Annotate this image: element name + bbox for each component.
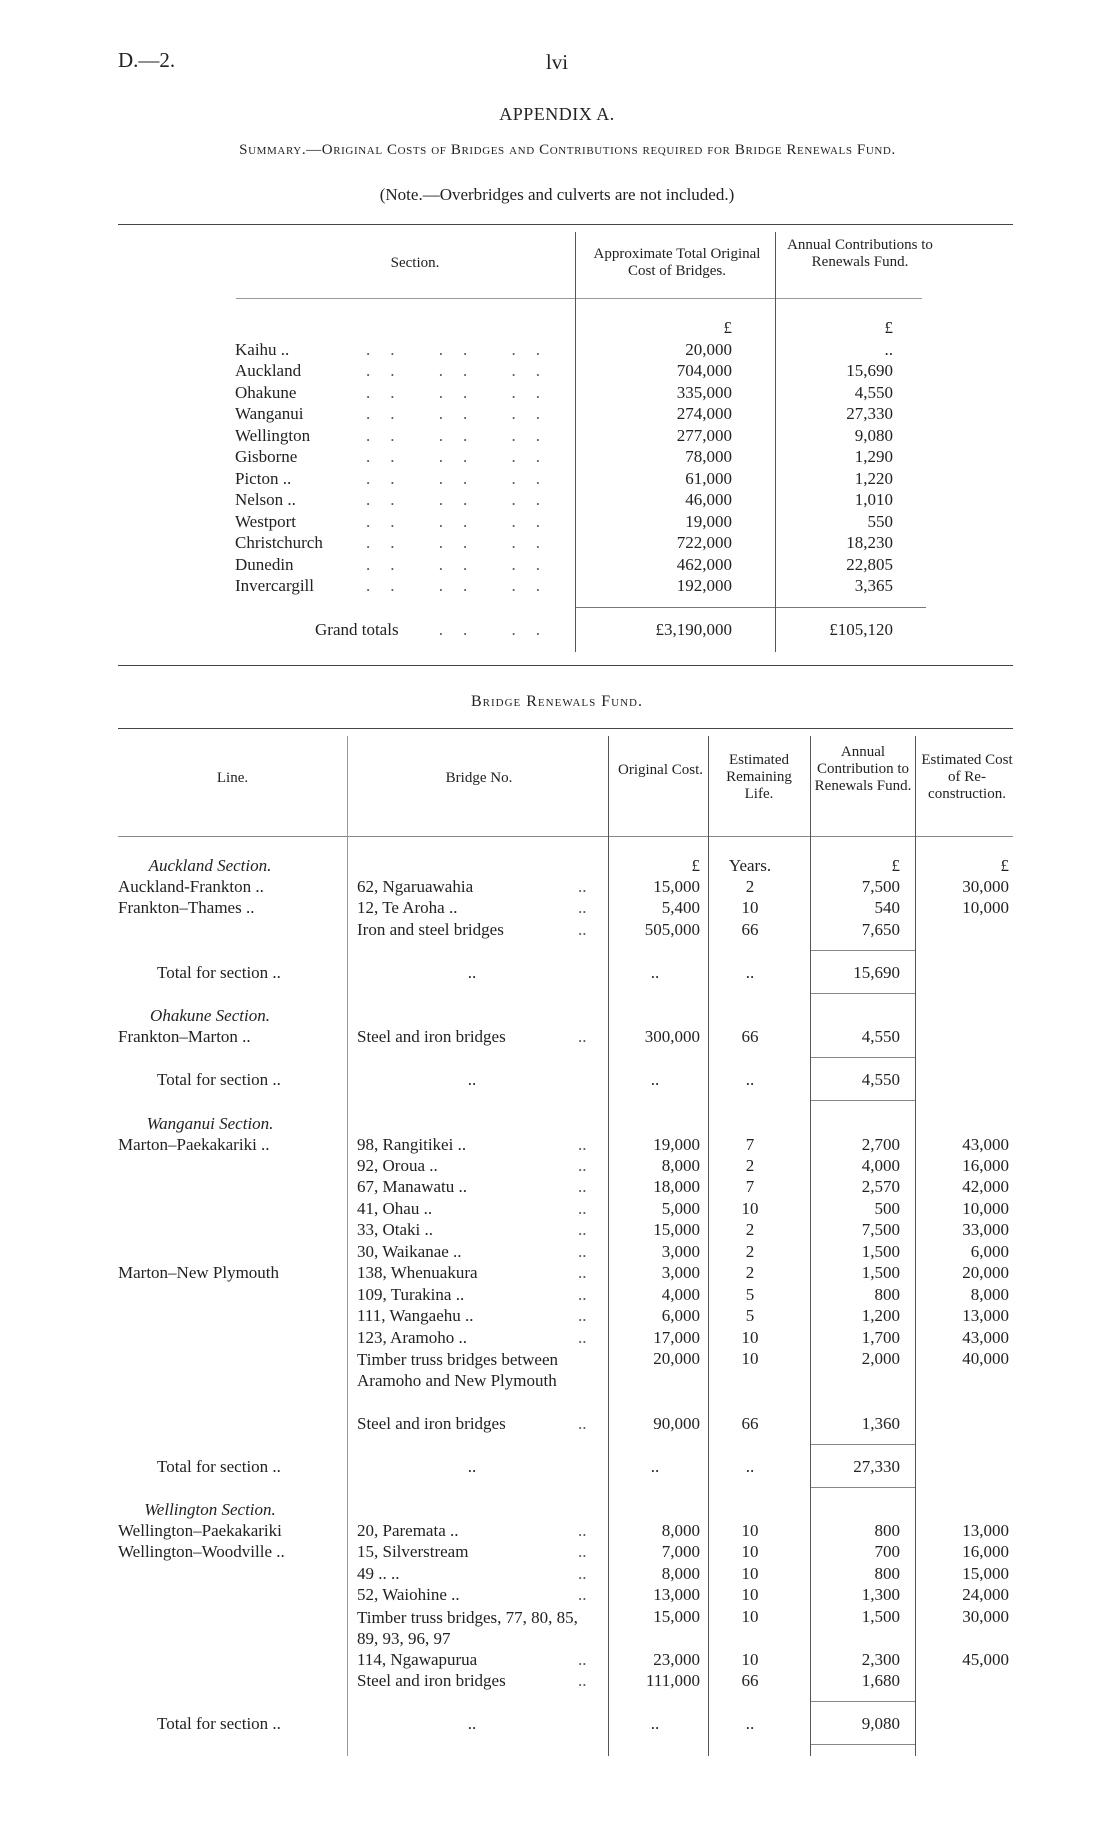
- table-rule: [236, 298, 922, 299]
- orig-cell: 6,000: [661, 1306, 700, 1325]
- ann-cell: 2,300: [861, 1650, 900, 1669]
- section-heading-row: [0, 856, 1114, 877]
- life-cell: 5: [745, 1306, 755, 1325]
- bridge-cell: 92, Oroua ..: [357, 1156, 438, 1175]
- leader-dots: ..: [578, 1328, 587, 1347]
- contrib-cell: 1,010: [854, 490, 893, 509]
- line-name: Marton–Paekakariki ..: [118, 1135, 270, 1154]
- section-name: Auckland: [235, 361, 302, 380]
- leader-dots: .. .. ..: [366, 555, 560, 574]
- est-cell: 20,000: [962, 1263, 1009, 1282]
- cost-cell: 19,000: [685, 512, 732, 531]
- leader-dots: .. .. ..: [366, 469, 560, 488]
- life-cell: 66: [741, 1027, 759, 1046]
- header-bridge-no: Bridge No.: [445, 770, 513, 786]
- life-cell: 2: [745, 877, 755, 896]
- section-total-row: [0, 1714, 1114, 1735]
- table-row: [0, 1199, 1114, 1220]
- section-total-row: [0, 963, 1114, 984]
- section-name: Wanganui: [235, 404, 304, 423]
- est-cell: 42,000: [962, 1177, 1009, 1196]
- cost-cell: 462,000: [676, 555, 732, 574]
- ann-cell: 7,650: [861, 920, 900, 939]
- summary-row: [0, 576, 1114, 597]
- sum-rule: [811, 1100, 915, 1101]
- line-name: Marton–New Plymouth: [118, 1263, 280, 1282]
- table-rule: [118, 665, 1013, 666]
- ann-cell: 800: [874, 1521, 900, 1540]
- leader-dots: ..: [578, 1199, 587, 1218]
- est-cell: 10,000: [962, 898, 1009, 917]
- summary-row: [0, 404, 1114, 425]
- leader-dots: ..: [578, 1177, 587, 1196]
- orig-cell: 5,400: [661, 898, 700, 917]
- cost-cell: 335,000: [676, 383, 732, 402]
- section-name: Ohakune: [235, 383, 297, 402]
- orig-cell: 18,000: [653, 1177, 700, 1196]
- summary-row: [0, 447, 1114, 468]
- contrib-cell: 1,290: [854, 447, 893, 466]
- table-row: [0, 1328, 1114, 1349]
- ann-cell: 500: [874, 1199, 900, 1218]
- orig-cell: 23,000: [653, 1650, 700, 1669]
- ann-cell: 800: [874, 1564, 900, 1583]
- orig-cell: 3,000: [661, 1242, 700, 1261]
- orig-cell: 3,000: [661, 1263, 700, 1282]
- line-name: Frankton–Marton ..: [118, 1027, 251, 1046]
- document-reference: D.—2.: [118, 48, 176, 72]
- total-ann: 15,690: [853, 963, 900, 982]
- bridge-cell: 114, Ngawapurua: [357, 1650, 478, 1669]
- ann-cell: 2,570: [861, 1177, 900, 1196]
- est-cell: 13,000: [962, 1521, 1009, 1540]
- empty-cell: ..: [650, 963, 660, 982]
- table-row: [0, 898, 1114, 919]
- header-annual-contribution: Annual Contribution to Renewals Fund.: [814, 744, 912, 794]
- table-row: [0, 1671, 1114, 1692]
- table-row: [0, 920, 1114, 941]
- table-row: [0, 1542, 1114, 1563]
- ann-cell: 700: [874, 1542, 900, 1561]
- sum-rule: [811, 1444, 915, 1445]
- leader-dots: .. .. ..: [366, 533, 560, 552]
- sum-rule: [811, 1487, 915, 1488]
- summary-row: [0, 490, 1114, 511]
- life-cell: 2: [745, 1242, 755, 1261]
- unit-orig: £: [691, 856, 700, 875]
- empty-cell: ..: [745, 1714, 755, 1733]
- ann-cell: 4,000: [861, 1156, 900, 1175]
- empty-cell: ..: [745, 1070, 755, 1089]
- table-row: [0, 1564, 1114, 1585]
- life-cell: 2: [745, 1263, 755, 1282]
- unit-est: £: [1000, 856, 1009, 875]
- section-name: Nelson ..: [235, 490, 296, 509]
- cost-cell: 192,000: [676, 576, 732, 595]
- est-cell: 43,000: [962, 1135, 1009, 1154]
- empty-cell: ..: [745, 1457, 755, 1476]
- life-cell: 10: [741, 1199, 759, 1218]
- appendix-title: APPENDIX A.: [499, 104, 615, 124]
- ann-cell: 540: [874, 898, 900, 917]
- table-row: [0, 1521, 1114, 1542]
- bridge-cell: 52, Waiohine ..: [357, 1585, 460, 1604]
- bridge-cell: 20, Paremata ..: [357, 1521, 459, 1540]
- total-label: Total for section ..: [157, 1457, 281, 1476]
- orig-cell: 8,000: [661, 1564, 700, 1583]
- leader-dots: ..: [578, 877, 587, 896]
- table-row: [0, 1220, 1114, 1241]
- cost-cell: 46,000: [685, 490, 732, 509]
- section-total-row: [0, 1070, 1114, 1091]
- total-ann: 4,550: [861, 1070, 900, 1089]
- sum-rule: [811, 1744, 915, 1745]
- ann-cell: 1,500: [861, 1263, 900, 1282]
- bridge-cell: Steel and iron bridges: [357, 1414, 506, 1433]
- total-ann: 27,330: [853, 1457, 900, 1476]
- life-cell: 2: [745, 1220, 755, 1239]
- section-name: Picton ..: [235, 469, 292, 488]
- ann-cell: 7,500: [861, 877, 900, 896]
- header-section: Section.: [390, 255, 440, 271]
- line-name: Frankton–Thames ..: [118, 898, 255, 917]
- leader-dots: ..: [578, 1027, 587, 1046]
- contrib-cell: 550: [867, 512, 893, 531]
- leader-dots: ..: [578, 1542, 587, 1561]
- table-rule: [118, 836, 1013, 837]
- leader-dots: ..: [578, 1135, 587, 1154]
- est-cell: 45,000: [962, 1650, 1009, 1669]
- empty-cell: ..: [467, 1070, 477, 1089]
- bridge-cell: 41, Ohau ..: [357, 1199, 433, 1218]
- bridge-cell: 67, Manawatu ..: [357, 1177, 468, 1196]
- orig-cell: 111,000: [646, 1671, 700, 1690]
- leader-dots: .. .. ..: [366, 447, 560, 466]
- table-row: [0, 1349, 1114, 1413]
- leader-dots: ..: [578, 1521, 587, 1540]
- contrib-cell: 22,805: [846, 555, 893, 574]
- line-name: Wellington–Paekakariki: [118, 1521, 282, 1540]
- table-row: [0, 1607, 1114, 1650]
- bridge-cell: Timber truss bridges between Aramoho and New Plymouth: [357, 1350, 558, 1390]
- fund-title: Bridge Renewals Fund.: [470, 693, 643, 710]
- contrib-cell: 15,690: [846, 361, 893, 380]
- orig-cell: 7,000: [661, 1542, 700, 1561]
- section-name: Wellington: [235, 426, 311, 445]
- total-label: Total for section ..: [157, 1714, 281, 1733]
- contrib-cell: 4,550: [854, 383, 893, 402]
- orig-cell: 20,000: [653, 1349, 700, 1368]
- summary-row: [0, 426, 1114, 447]
- section-title: Wanganui Section.: [146, 1114, 274, 1133]
- ann-cell: 1,300: [861, 1585, 900, 1604]
- total-ann: 9,080: [861, 1714, 900, 1733]
- ann-cell: 1,500: [861, 1242, 900, 1261]
- table-row: [0, 877, 1114, 898]
- bridge-cell: 33, Otaki ..: [357, 1220, 434, 1239]
- orig-cell: 15,000: [653, 877, 700, 896]
- ann-cell: 4,550: [861, 1027, 900, 1046]
- table-row: [0, 1177, 1114, 1198]
- est-cell: 30,000: [962, 877, 1009, 896]
- grand-totals-row: [0, 620, 1114, 641]
- empty-cell: ..: [650, 1070, 660, 1089]
- table-row: [0, 1135, 1114, 1156]
- empty-cell: ..: [745, 963, 755, 982]
- table-row: [0, 1242, 1114, 1263]
- life-cell: 10: [741, 1585, 759, 1604]
- empty-cell: ..: [650, 1714, 660, 1733]
- summary-row: [0, 340, 1114, 361]
- orig-cell: 505,000: [644, 920, 700, 939]
- orig-cell: 5,000: [661, 1199, 700, 1218]
- column-rule: [775, 232, 776, 300]
- column-rule: [575, 232, 576, 300]
- orig-cell: 13,000: [653, 1585, 700, 1604]
- life-cell: 66: [741, 1671, 759, 1690]
- orig-cell: 19,000: [653, 1135, 700, 1154]
- bridge-cell: Timber truss bridges, 77, 80, 85, 89, 93, 96, 97: [357, 1608, 578, 1648]
- section-name: Kaihu ..: [235, 340, 290, 359]
- grand-total-contrib: £105,120: [829, 620, 893, 639]
- life-cell: 10: [741, 1564, 759, 1583]
- section-heading-row: [0, 1114, 1114, 1135]
- empty-cell: ..: [467, 1457, 477, 1476]
- cost-cell: 704,000: [676, 361, 732, 380]
- units-row: [0, 318, 1114, 339]
- sum-rule: [811, 1701, 915, 1702]
- table-row: [0, 1585, 1114, 1606]
- header-remaining-life: Estimated Remaining Life.: [726, 752, 792, 802]
- section-total-row: [0, 1457, 1114, 1478]
- leader-dots: ..: [578, 1285, 587, 1304]
- sum-rule: [811, 1057, 915, 1058]
- bridge-cell: Steel and iron bridges: [357, 1671, 506, 1690]
- leader-dots: ..: [578, 1156, 587, 1175]
- life-cell: 7: [745, 1177, 755, 1196]
- total-label: Total for section ..: [157, 963, 281, 982]
- bridge-cell: Iron and steel bridges: [357, 920, 504, 939]
- bridge-cell: Steel and iron bridges: [357, 1027, 506, 1046]
- table-row: [0, 1414, 1114, 1435]
- bridge-cell: 30, Waikanae ..: [357, 1242, 462, 1261]
- contrib-cell: 9,080: [854, 426, 893, 445]
- section-heading-row: [0, 1006, 1114, 1027]
- table-row: [0, 1027, 1114, 1048]
- empty-cell: ..: [467, 963, 477, 982]
- sum-rule: [811, 993, 915, 994]
- table-row: [0, 1263, 1114, 1284]
- header-line: Line.: [216, 770, 249, 786]
- unit-contrib: £: [884, 318, 893, 337]
- unit-ann: £: [891, 856, 900, 875]
- leader-dots: ..: [578, 1414, 587, 1433]
- ann-cell: 7,500: [861, 1220, 900, 1239]
- page-number: lvi: [545, 50, 569, 74]
- section-title: Wellington Section.: [144, 1500, 276, 1519]
- ann-cell: 1,680: [861, 1671, 900, 1690]
- leader-dots: .. .. ..: [366, 512, 560, 531]
- section-name: Christchurch: [235, 533, 323, 552]
- table-row: [0, 1650, 1114, 1671]
- life-cell: 10: [741, 1328, 759, 1347]
- life-cell: 5: [745, 1285, 755, 1304]
- header-cost: Approximate Total Original Cost of Bridges.: [593, 246, 761, 279]
- cost-cell: 274,000: [676, 404, 732, 423]
- leader-dots: .. .. ..: [366, 361, 560, 380]
- orig-cell: 15,000: [653, 1220, 700, 1239]
- contrib-cell: 18,230: [846, 533, 893, 552]
- ann-cell: 1,500: [861, 1607, 900, 1626]
- table-rule: [118, 224, 1013, 225]
- leader-dots: .. .. ..: [366, 490, 560, 509]
- leader-dots: .. ..: [438, 620, 560, 639]
- life-cell: 10: [741, 1542, 759, 1561]
- ann-cell: 800: [874, 1285, 900, 1304]
- bridge-cell: 62, Ngaruawahia: [357, 877, 474, 896]
- summary-row: [0, 512, 1114, 533]
- sum-rule: [776, 607, 926, 608]
- leader-dots: ..: [578, 1220, 587, 1239]
- contrib-cell: 27,330: [846, 404, 893, 423]
- est-cell: 43,000: [962, 1328, 1009, 1347]
- leader-dots: ..: [578, 1564, 587, 1583]
- bridge-cell: 12, Te Aroha ..: [357, 898, 458, 917]
- leader-dots: ..: [578, 1585, 587, 1604]
- summary-row: [0, 469, 1114, 490]
- summary-title: Summary.—Original Costs of Bridges and Contributions required for Bridge Renewals Fund.: [239, 142, 896, 158]
- est-cell: 40,000: [962, 1349, 1009, 1368]
- cost-cell: 78,000: [685, 447, 732, 466]
- bridge-cell: 15, Silverstream: [357, 1542, 469, 1561]
- est-cell: 16,000: [962, 1156, 1009, 1175]
- section-heading-row: [0, 1500, 1114, 1521]
- summary-row: [0, 555, 1114, 576]
- est-cell: 6,000: [970, 1242, 1009, 1261]
- header-reconstruction-cost: Estimated Cost of Re-construction.: [921, 752, 1013, 802]
- empty-cell: ..: [650, 1457, 660, 1476]
- section-name: Invercargill: [235, 576, 314, 595]
- unit-cost: £: [723, 318, 732, 337]
- leader-dots: ..: [578, 1263, 587, 1282]
- est-cell: 24,000: [962, 1585, 1009, 1604]
- orig-cell: 8,000: [661, 1521, 700, 1540]
- ann-cell: 1,700: [861, 1328, 900, 1347]
- cost-cell: 277,000: [676, 426, 732, 445]
- orig-cell: 4,000: [661, 1285, 700, 1304]
- sum-rule: [811, 950, 915, 951]
- sum-rule: [576, 607, 775, 608]
- bridge-cell: 111, Wangaehu ..: [357, 1306, 474, 1325]
- table-row: [0, 1156, 1114, 1177]
- leader-dots: .. .. ..: [366, 576, 560, 595]
- unit-life: Years.: [728, 856, 772, 875]
- table-row: [0, 1285, 1114, 1306]
- life-cell: 66: [741, 1414, 759, 1433]
- bridge-cell: 98, Rangitikei ..: [357, 1135, 467, 1154]
- line-name: Auckland-Frankton ..: [118, 877, 264, 896]
- ann-cell: 2,700: [861, 1135, 900, 1154]
- est-cell: 16,000: [962, 1542, 1009, 1561]
- est-cell: 10,000: [962, 1199, 1009, 1218]
- table-rule: [118, 728, 1013, 729]
- grand-totals-label: Grand totals: [315, 620, 399, 639]
- section-name: Gisborne: [235, 447, 298, 466]
- leader-dots: .. .. ..: [366, 426, 560, 445]
- ann-cell: 2,000: [861, 1349, 900, 1368]
- grand-total-cost: £3,190,000: [655, 620, 732, 639]
- table-row: [0, 1306, 1114, 1327]
- bridge-cell: 138, Whenuakura: [357, 1263, 478, 1282]
- empty-cell: ..: [467, 1714, 477, 1733]
- life-cell: 10: [741, 1650, 759, 1669]
- cost-cell: 722,000: [676, 533, 732, 552]
- orig-cell: 90,000: [653, 1414, 700, 1433]
- est-cell: 33,000: [962, 1220, 1009, 1239]
- leader-dots: .. .. ..: [366, 340, 560, 359]
- section-title: Auckland Section.: [148, 856, 272, 875]
- contrib-cell: 3,365: [854, 576, 893, 595]
- life-cell: 10: [741, 898, 759, 917]
- est-cell: 13,000: [962, 1306, 1009, 1325]
- section-title: Ohakune Section.: [150, 1006, 270, 1025]
- cost-cell: 20,000: [685, 340, 732, 359]
- ann-cell: 1,200: [861, 1306, 900, 1325]
- orig-cell: 15,000: [653, 1607, 700, 1626]
- orig-cell: 8,000: [661, 1156, 700, 1175]
- section-name: Dunedin: [235, 555, 294, 574]
- ann-cell: 1,360: [861, 1414, 900, 1433]
- est-cell: 15,000: [962, 1564, 1009, 1583]
- leader-dots: .. .. ..: [366, 383, 560, 402]
- summary-row: [0, 383, 1114, 404]
- life-cell: 66: [741, 920, 759, 939]
- summary-row: [0, 533, 1114, 554]
- contrib-cell: ..: [884, 340, 893, 359]
- leader-dots: ..: [578, 1242, 587, 1261]
- header-original-cost: Original Cost.: [618, 762, 703, 778]
- total-label: Total for section ..: [157, 1070, 281, 1089]
- summary-row: [0, 361, 1114, 382]
- est-cell: 8,000: [970, 1285, 1009, 1304]
- orig-cell: 300,000: [644, 1027, 700, 1046]
- leader-dots: .. .. ..: [366, 404, 560, 423]
- leader-dots: ..: [578, 898, 587, 917]
- leader-dots: ..: [578, 1306, 587, 1325]
- page-header: [0, 48, 1114, 78]
- bridge-cell: 123, Aramoho ..: [357, 1328, 468, 1347]
- cost-cell: 61,000: [685, 469, 732, 488]
- header-contributions: Annual Contributions to Renewals Fund.: [787, 237, 933, 270]
- life-cell: 10: [741, 1521, 759, 1540]
- est-cell: 30,000: [962, 1607, 1009, 1626]
- leader-dots: ..: [578, 920, 587, 939]
- leader-dots: ..: [578, 1650, 587, 1669]
- life-cell: 10: [741, 1349, 759, 1368]
- bridge-cell: 109, Turakina ..: [357, 1285, 465, 1304]
- life-cell: 2: [745, 1156, 755, 1175]
- section-name: Westport: [235, 512, 296, 531]
- life-cell: 10: [741, 1607, 759, 1626]
- leader-dots: ..: [578, 1671, 587, 1690]
- life-cell: 7: [745, 1135, 755, 1154]
- orig-cell: 17,000: [653, 1328, 700, 1347]
- line-name: Wellington–Woodville ..: [118, 1542, 285, 1561]
- contrib-cell: 1,220: [854, 469, 893, 488]
- bridge-cell: 49 .. ..: [357, 1564, 400, 1583]
- note: (Note.—Overbridges and culverts are not included.): [379, 185, 735, 204]
